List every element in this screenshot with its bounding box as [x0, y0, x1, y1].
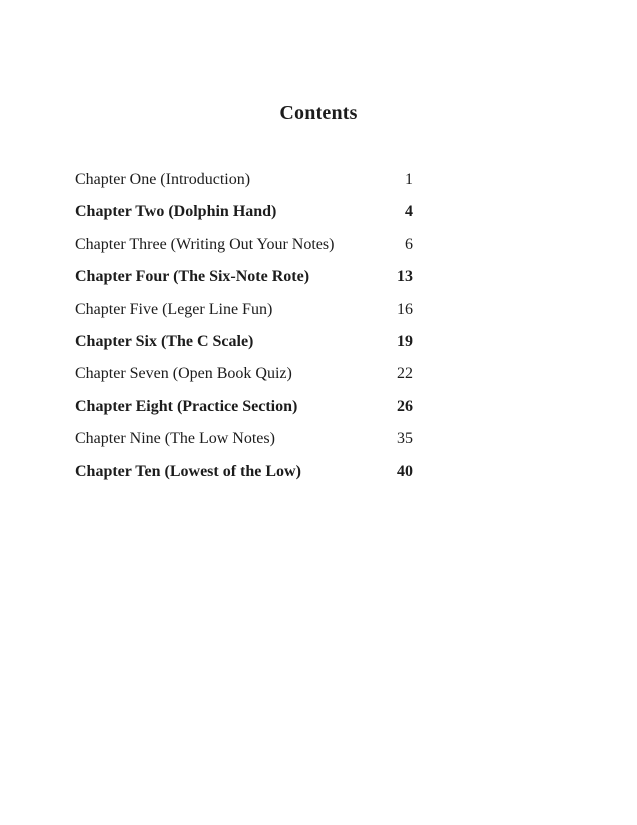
- chapter-title: Chapter Nine (The Low Notes): [75, 430, 275, 448]
- chapter-title: Chapter Six (The C Scale): [75, 332, 254, 350]
- page-number: 1: [405, 171, 413, 188]
- toc-entry-chapter-three: [75, 229, 413, 261]
- chapter-title: Chapter Two (Dolphin Hand): [75, 203, 277, 221]
- toc-entry-chapter-four: [75, 261, 413, 293]
- chapter-title: Chapter Eight (Practice Section): [75, 397, 298, 415]
- toc-entry-chapter-nine: [75, 423, 413, 455]
- chapter-title: Chapter Ten (Lowest of the Low): [75, 462, 301, 480]
- page-number: 16: [397, 300, 413, 318]
- page-number: 6: [405, 235, 413, 253]
- toc-entry-chapter-one: [75, 164, 413, 196]
- toc-entry-chapter-six: [75, 326, 413, 358]
- chapter-title: Chapter Five (Leger Line Fun): [75, 300, 273, 318]
- chapter-title: Chapter Three (Writing Out Your Notes): [75, 235, 335, 253]
- page-number: 4: [405, 203, 413, 221]
- chapter-title: Chapter One (Introduction): [75, 171, 251, 188]
- toc-entry-chapter-seven: [75, 358, 413, 390]
- page-number: 35: [397, 430, 413, 448]
- page-title: Contents: [279, 102, 358, 124]
- toc-entry-chapter-ten: [75, 456, 413, 488]
- toc-entry-chapter-two: [75, 196, 413, 228]
- page-number: 40: [397, 462, 413, 480]
- chapter-title: Chapter Seven (Open Book Quiz): [75, 365, 292, 383]
- page-number: 22: [397, 365, 413, 383]
- toc-entry-chapter-eight: [75, 391, 413, 423]
- page-number: 13: [397, 268, 413, 286]
- page-number: 19: [397, 332, 413, 350]
- toc-entry-chapter-five: [75, 294, 413, 326]
- chapter-title: Chapter Four (The Six-Note Rote): [75, 268, 310, 286]
- page-number: 26: [397, 397, 413, 415]
- table-of-contents: [75, 164, 413, 488]
